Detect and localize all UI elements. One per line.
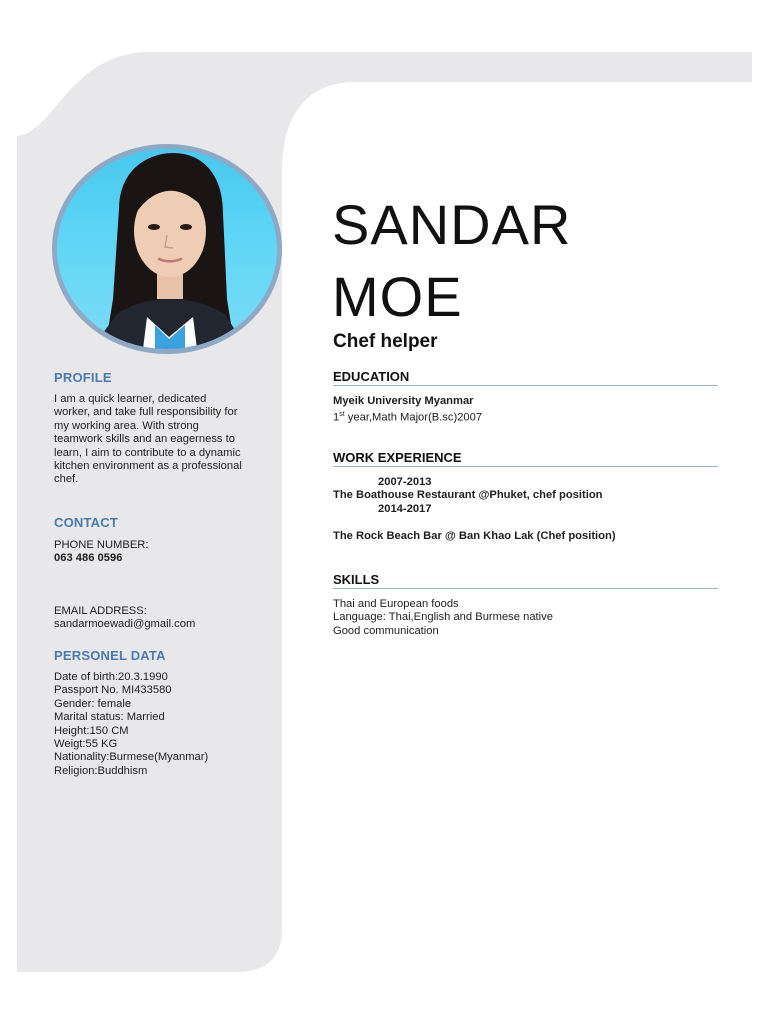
profile-line: teamwork skills and an eagerness to [54,433,235,446]
profile-line: worker, and take full responsibility for [54,406,238,419]
phone-label: PHONE NUMBER: [54,539,149,551]
work-period: 2007-2013 [378,476,432,488]
job-title: Chef helper [333,331,438,352]
education-major: year,Math Major(B.sc)2007 [344,412,483,425]
personal-item: Height:150 CM [54,724,129,737]
profile-photo [52,144,282,354]
skill-item: Language: Thai,English and Burmese native [333,611,553,624]
education-entry [333,395,482,426]
work-position: The Rock Beach Bar @ Ban Khao Lak (Chef position) [333,530,616,542]
skill-item: Good communication [333,624,439,637]
profile-line: my working area. With strong [54,419,199,432]
work-position: The Boathouse Restaurant @Phuket, chef position [333,489,603,502]
profile-line: chef. [54,473,79,486]
profile-line: kitchen environment as a professional [54,460,242,473]
work-entry-1 [333,476,603,516]
phone-block [54,539,280,566]
personal-item: Religion:Buddhism [54,764,148,777]
year-suffix: st [339,411,345,419]
year-number: 1 [333,412,340,425]
personal-data-list [54,671,280,778]
work-period: 2014-2017 [378,502,432,515]
personal-item: Passport No. MI433580 [54,684,172,697]
portrait-illustration [57,149,277,349]
profile-line: learn, I aim to contribute to a dynamic [54,446,241,459]
education-detail [333,408,482,425]
profile-heading: PROFILE [54,370,112,385]
email-label: EMAIL ADDRESS: [54,605,147,617]
first-name: SANDAR [332,193,572,256]
personal-item: Date of birth:20.3.1990 [54,671,168,683]
contact-heading: CONTACT [54,515,118,530]
work-entry-2 [333,530,616,543]
education-heading: EDUCATION [333,369,718,386]
profile-text [54,393,280,487]
skills-heading: SKILLS [333,572,718,589]
email-block [54,605,280,632]
personal-item: Marital status: Married [54,711,165,724]
email-address: sandarmoewadi@gmail.com [54,618,196,631]
profile-line: I am a quick learner, dedicated [54,393,207,405]
personal-data-heading: PERSONEL DATA [54,648,166,663]
last-name: MOE [332,265,463,328]
personal-item: Nationality:Burmese(Myanmar) [54,751,209,764]
work-experience-heading: WORK EXPERIENCE [333,450,718,467]
personal-item: Weigt:55 KG [54,738,118,751]
skills-list [333,598,553,638]
phone-number: 063 486 0596 [54,552,123,565]
personal-item: Gender: female [54,697,132,710]
skill-item: Thai and European foods [333,598,459,610]
school-name: Myeik University Myanmar [333,395,474,407]
